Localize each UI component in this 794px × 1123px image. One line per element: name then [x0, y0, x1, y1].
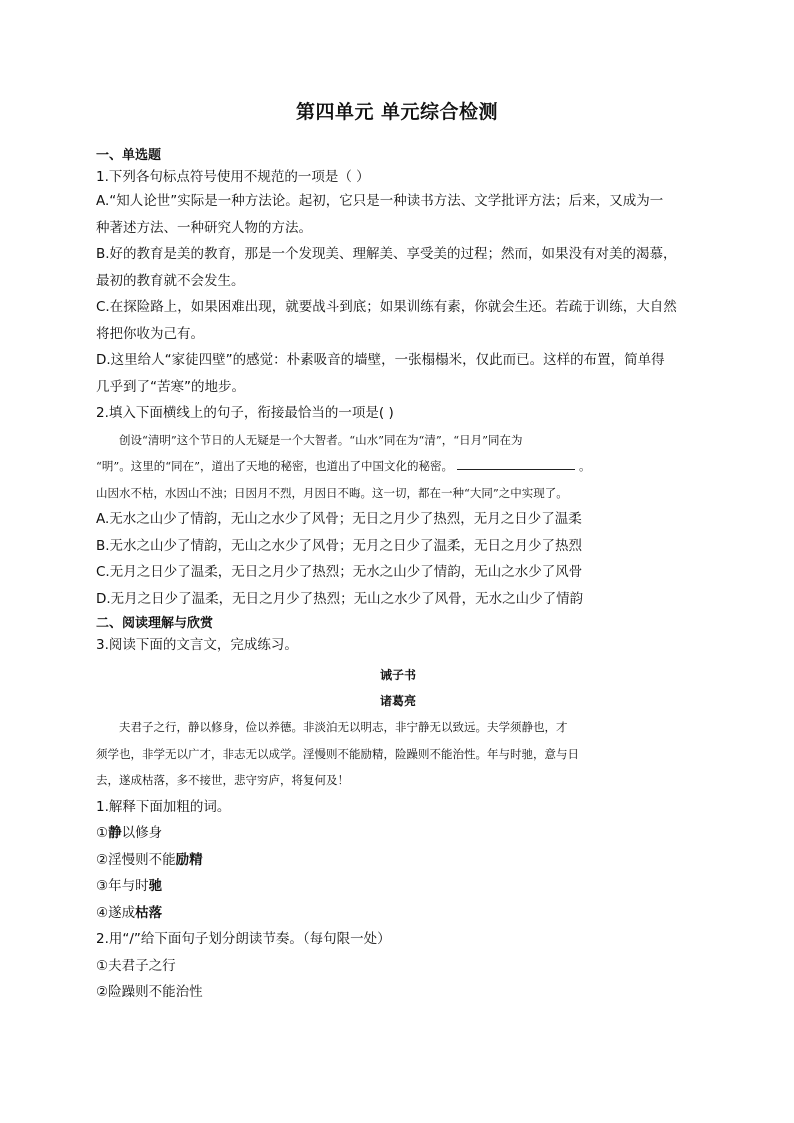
subquestion-2-stem: 2.用“/”给下面句子划分朗读节奏。（每句限一处）	[96, 931, 391, 947]
q2-passage-line2	[96, 453, 700, 480]
article-author: 诸葛亮	[379, 694, 416, 708]
vocab-item-3-pre: 年与时	[108, 878, 149, 894]
article-line1: 夫君子之行，静以修身，俭以养德。非淡泊无以明志，非宁静无以致远。夫学须静也，才	[119, 720, 568, 734]
page-title: 第四单元 单元综合检测	[295, 101, 499, 123]
vocab-item-3-bold: 驰	[148, 878, 163, 894]
vocab-item-4-mark: ④	[96, 904, 109, 921]
q1-option-d-line2: 几乎到了“苦寒”的地步。	[96, 378, 245, 395]
vocab-item-3	[96, 873, 700, 900]
vocab-item-4-pre: 遂成	[108, 904, 136, 921]
section-heading-reading: 二、阅读理解与欣赏	[96, 616, 214, 631]
vocab-item-4	[96, 900, 700, 927]
question-2-stem: 2.填入下面横线上的句子，衔接最恰当的一项是( )	[96, 405, 394, 421]
q2-passage-line2-end: 。	[579, 459, 591, 473]
q1-option-b-line2: 最初的教育就不会发生。	[96, 272, 245, 289]
vocab-item-1-rest: 以修身	[121, 825, 163, 841]
q2-option-a: A.无水之山少了情韵，无山之水少了风骨；无日之月少了热烈，无月之日少了温柔	[96, 511, 582, 527]
rhythm-item-1: ①夫君子之行	[96, 957, 176, 974]
rhythm-item-2: ②险躁则不能治性	[96, 984, 203, 1000]
article-title: 诫子书	[379, 668, 416, 682]
vocab-item-2-mark: ②	[96, 851, 109, 868]
q2-option-d: D.无月之日少了温柔，无日之月少了热烈；无山之水少了风骨，无水之山少了情韵	[96, 590, 584, 607]
article-line2: 须学也，非学无以广才，非志无以成学。淫慢则不能励精，险躁则不能治性。年与时驰，意与日	[96, 746, 579, 761]
q2-passage-line3: 山因水不枯，水因山不浊；日因月不烈，月因日不晦。这一切，都在一种“大同”之中实现了。	[96, 485, 568, 500]
q1-option-b-line1: B.好的教育是美的教育，那是一个发现美、理解美、享受美的过程；然而，如果没有对美的渴慕，	[96, 246, 677, 262]
vocab-item-1	[96, 820, 700, 847]
q2-passage-line1: 创设“清明”这个节日的人无疑是一个大智者。“山水”同在为“清”，“日月”同在为	[119, 432, 523, 447]
subquestion-1-stem: 1.解释下面加粗的词。	[96, 798, 231, 815]
q2-option-b: B.无水之山少了情韵，无山之水少了风骨；无月之日少了温柔，无日之月少了热烈	[96, 537, 583, 554]
vocab-item-1-bold: 静	[108, 825, 122, 841]
vocab-item-1-mark: ①	[96, 825, 109, 841]
document-body	[96, 144, 700, 1006]
q1-option-c-line1: C.在探险路上，如果困难出现，就要战斗到底；如果训练有素，你就会生还。若疏于训练，大自然	[96, 299, 677, 315]
q2-option-c: C.无月之日少了温柔，无日之月少了热烈；无水之山少了情韵，无山之水少了风骨	[96, 564, 583, 580]
q1-option-d-line1: D.这里给人“家徒四壁”的感觉：朴素吸音的墙壁，一张榻榻米，仅此而已。这样的布置，简单得	[96, 352, 665, 368]
question-3-stem: 3.阅读下面的文言文，完成练习。	[96, 637, 298, 653]
section-heading-single-choice: 一、单选题	[96, 148, 162, 163]
q1-option-c-line2: 将把你收为己有。	[96, 325, 204, 342]
vocab-item-2	[96, 847, 700, 874]
q1-option-a-line1: A.“知人论世”实际是一种方法论。起初，它只是一种读书方法、文学批评方法；后来，又成为一	[96, 193, 664, 209]
article-line3: 去，遂成枯落，多不接世，悲守穷庐，将复何及！	[96, 773, 349, 787]
question-1-stem: 1.下列各句标点符号使用不规范的一项是（ ）	[96, 169, 370, 185]
q1-option-a-line2: 种著述方法、一种研究人物的方法。	[96, 219, 312, 236]
vocab-item-4-bold: 枯落	[135, 904, 163, 921]
fill-in-blank	[457, 457, 575, 470]
vocab-item-2-pre: 淫慢则不能	[108, 851, 176, 868]
vocab-item-3-mark: ③	[96, 878, 109, 894]
vocab-item-2-bold: 励精	[175, 851, 203, 868]
q2-passage-line2-text: “明”。这里的“同在”，道出了天地的秘密，也道出了中国文化的秘密。	[96, 459, 454, 473]
